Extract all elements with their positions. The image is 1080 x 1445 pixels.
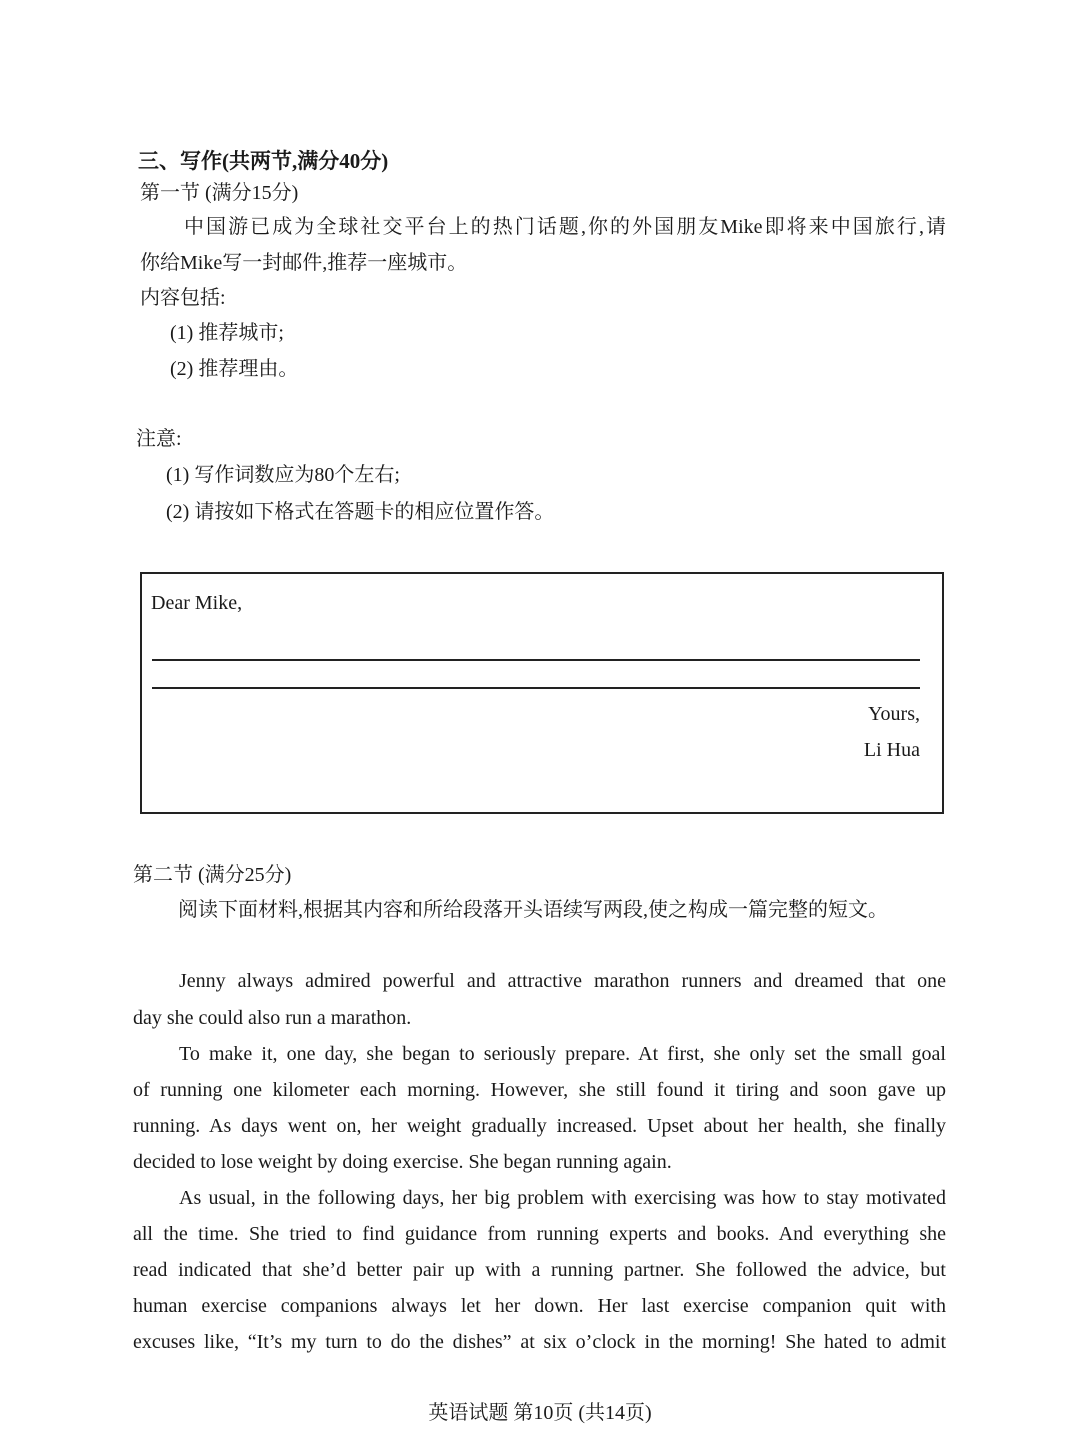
passage-line: Jenny always admired powerful and attractive marathon runners and dreamed that one	[179, 970, 946, 992]
passage-line: day she could also run a marathon.	[133, 1007, 412, 1029]
passage-line: running. As days went on, her weight gradually increased. Upset about her health, she finally	[133, 1115, 946, 1137]
passage-line: excuses like, “It’s my turn to do the dishes” at six o’clock in the morning! She hated to admit	[133, 1331, 946, 1353]
content-item: (1) 推荐城市;	[170, 322, 284, 344]
passage-line: As usual, in the following days, her big problem with exercising was how to stay motivated	[179, 1187, 946, 1209]
part1-heading: 第一节 (满分15分)	[140, 182, 299, 204]
note-item: (2) 请按如下格式在答题卡的相应位置作答。	[166, 501, 555, 523]
letter-greeting: Dear Mike,	[151, 592, 243, 614]
letter-closing: Yours,	[868, 703, 920, 725]
notes-label: 注意:	[136, 428, 182, 450]
passage-line: of running one kilometer each morning. However, she still found it tiring and soon gave up	[133, 1079, 946, 1101]
passage-line: read indicated that she’d better pair up with a running partner. She followed the advice, but	[133, 1259, 946, 1281]
letter-format-box	[140, 572, 944, 814]
passage-line: decided to lose weight by doing exercise. She began running again.	[133, 1151, 672, 1173]
section-title: 三、写作(共两节,满分40分)	[138, 149, 389, 173]
part2-heading: 第二节 (满分25分)	[133, 864, 292, 886]
passage-line: human exercise companions always let her down. Her last exercise companion quit with	[133, 1295, 946, 1317]
note-item: (1) 写作词数应为80个左右;	[166, 464, 400, 486]
prompt-line: 中国游已成为全球社交平台上的热门话题,你的外国朋友Mike即将来中国旅行,请	[184, 216, 946, 238]
content-label: 内容包括:	[140, 287, 226, 309]
passage-line: all the time. She tried to find guidance from running experts and books. And everything she	[133, 1223, 946, 1245]
passage-line: To make it, one day, she began to seriously prepare. At first, she only set the small goal	[179, 1043, 946, 1065]
content-item: (2) 推荐理由。	[170, 358, 299, 380]
part2-instruction: 阅读下面材料,根据其内容和所给段落开头语续写两段,使之构成一篇完整的短文。	[178, 899, 888, 921]
writing-line	[152, 659, 920, 661]
letter-signature: Li Hua	[863, 739, 920, 761]
prompt-line: 你给Mike写一封邮件,推荐一座城市。	[140, 252, 468, 274]
writing-line	[152, 687, 920, 689]
page-footer: 英语试题 第10页 (共14页)	[428, 1402, 652, 1424]
